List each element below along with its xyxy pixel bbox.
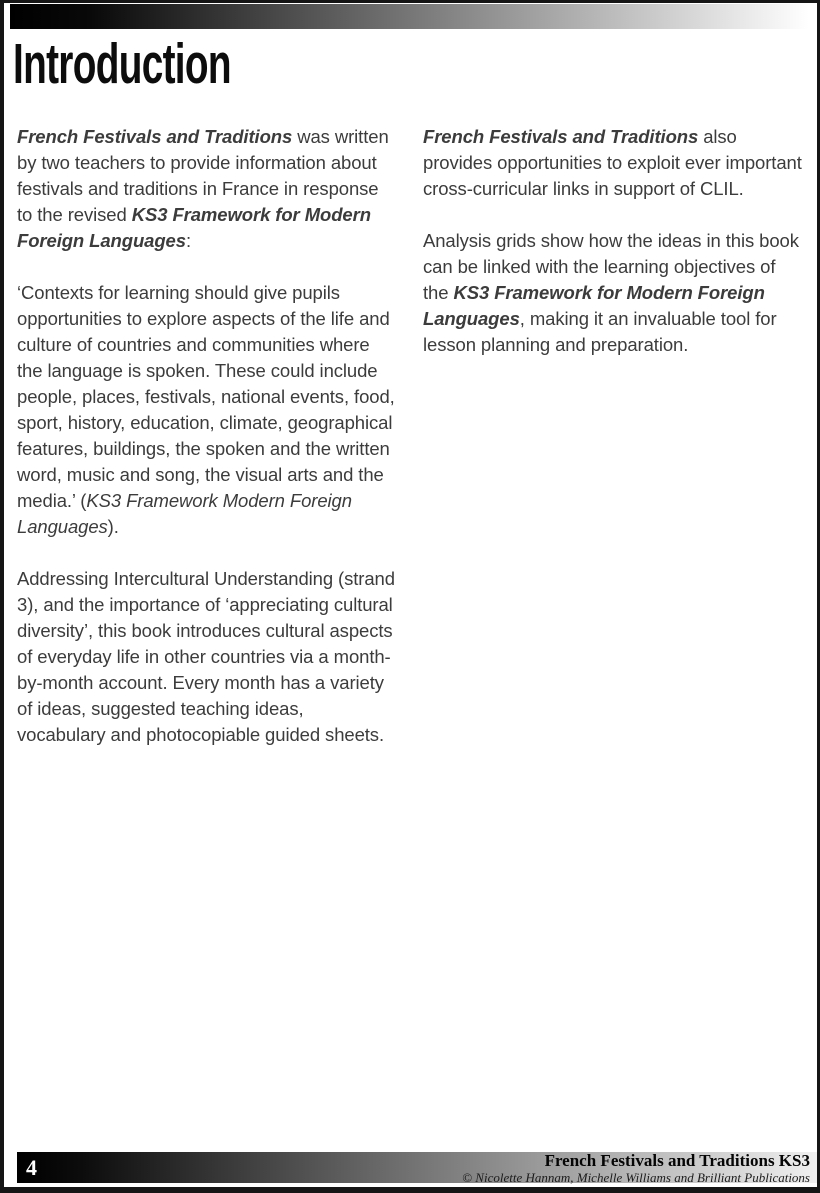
- paragraph: ‘Contexts for learning should give pupils opportunities to explore aspects of the life and culture of countries and communities where the language is spoken. These could include people, places, festivals, national events, food, sport, history, education, climate, geographical features, buildings, the spoken and the written word, music and song, the visual arts and the media.’ (KS3 Framework Modern Foreign Languages).: [17, 282, 395, 537]
- book-title: French Festivals and Traditions KS3: [544, 1150, 810, 1170]
- paragraph: Analysis grids show how the ideas in this book can be linked with the learning objectives of the KS3 Framework for Modern Foreign Languages, making it an invaluable tool for lesson planning and preparation.: [423, 230, 799, 355]
- top-gradient-bar: [10, 4, 817, 29]
- right-column: [423, 124, 803, 774]
- copyright-line: © Nicolette Hannam, Michelle Williams and Brilliant Publications: [462, 1169, 810, 1185]
- footer-text-block: [462, 1152, 817, 1184]
- page-number: 4: [26, 1154, 37, 1180]
- paragraph: French Festivals and Traditions also provides opportunities to exploit ever important cross-curricular links in support of CLIL.: [423, 126, 802, 199]
- left-column: [17, 124, 397, 774]
- paragraph: Addressing Intercultural Understanding (strand 3), and the importance of ‘appreciating cultural diversity’, this book introduces cultural aspects of everyday life in other countries via a month-by-month account. Every month has a variety of ideas, suggested teaching ideas, vocabulary and photocopiable guided sheets.: [17, 568, 395, 745]
- page-title: Introduction: [13, 32, 231, 96]
- content-columns: [17, 124, 803, 774]
- paragraph: French Festivals and Traditions was written by two teachers to provide information about festivals and traditions in France in response to the revised KS3 Framework for Modern Foreign Languages:: [17, 126, 389, 251]
- footer-gradient-bar: [17, 1152, 817, 1183]
